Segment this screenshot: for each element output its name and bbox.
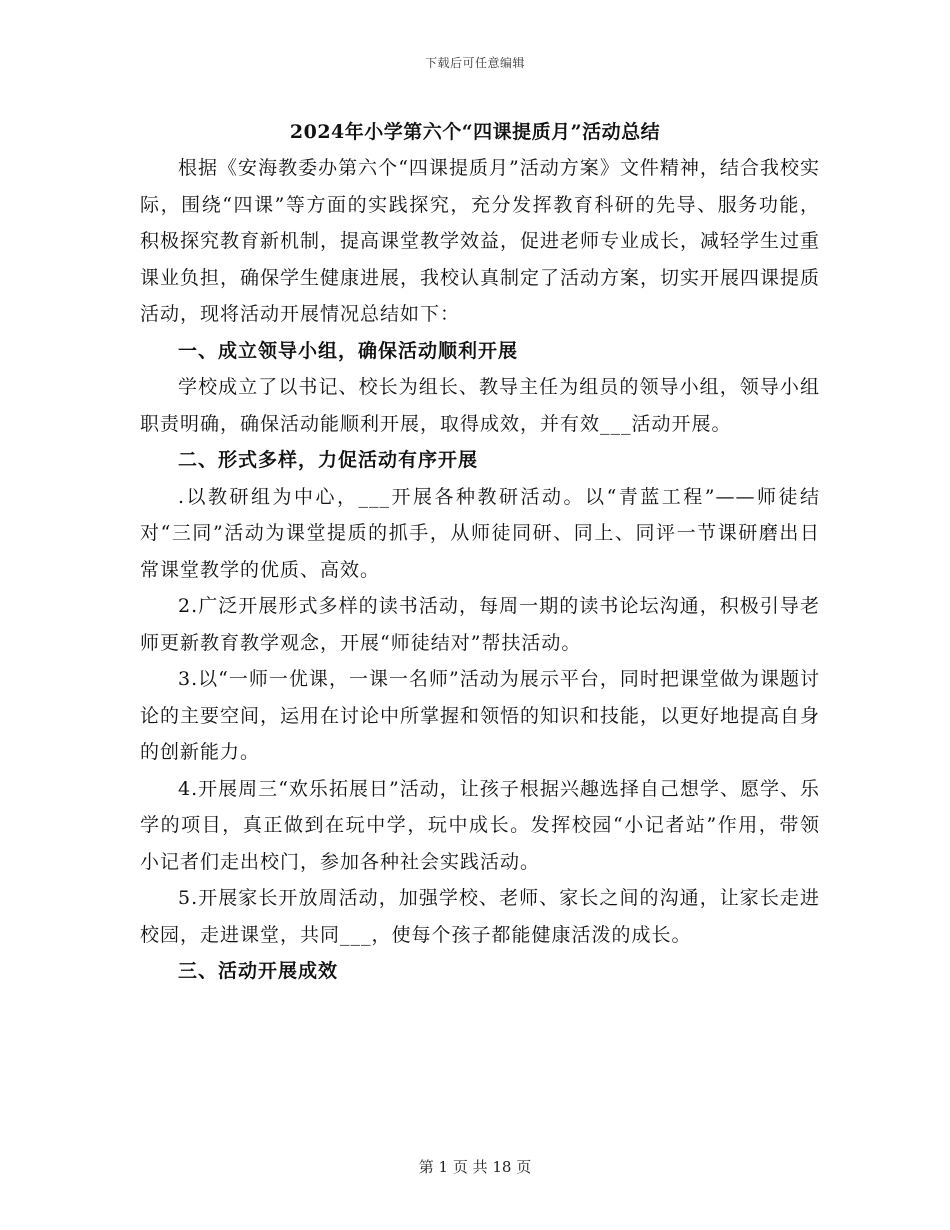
document-body: [140, 150, 820, 990]
section-2-paragraph-1: .以教研组为中心，___开展各种教研活动。以“青蓝工程”——师徒结对“三同”活动为课堂提质的抓手，从师徒同研、同上、同评一节课研磨出日常课堂教学的优质、高效。: [140, 485, 820, 581]
section-heading-2: 二、形式多样，力促活动有序开展: [178, 449, 479, 471]
page-header-note: 下载后可任意编辑: [424, 56, 525, 70]
section-2-paragraph-3: 3.以“一师一优课，一课一名师”活动为展示平台，同时把课堂做为课题讨论的主要空间，运用在讨论中所掌握和领悟的知识和技能，以更好地提高自身的创新能力。: [140, 668, 821, 763]
section-2-paragraph-4: 4.开展周三“欢乐拓展日”活动，让孩子根据兴趣选择自己想学、愿学、乐学的项目，真正做到在玩中学，玩中成长。发挥校园“小记者站”作用，带领小记者们走出校门，参加各种社会实践活动。: [140, 777, 820, 873]
section-2-paragraph-5: 5.开展家长开放周活动，加强学校、老师、家长之间的沟通，让家长走进校园，走进课堂，共同___，使每个孩子都能健康活泼的成长。: [140, 887, 820, 946]
document-title: 2024年小学第六个“四课提质月”活动总结: [289, 121, 661, 143]
section-heading-1: 一、成立领导小组，确保活动顺利开展: [178, 339, 519, 362]
page-number: 第 1 页 共 18 页: [418, 1158, 532, 1176]
intro-paragraph: 根据《安海教委办第六个“四课提质月”活动方案》文件精神，结合我校实际，围绕“四课”等方面的实践探究，充分发挥教育科研的先导、服务功能，积极探究教育新机制，提高课堂教学效益，促进老师专业成长，减轻学生过重课业负担，确保学生健康进展，我校认真制定了活动方案，切实开展四课提质活动，现将活动开展情况总结如下：: [140, 157, 821, 325]
section-heading-3: 三、活动开展成效: [178, 960, 339, 982]
section-2-paragraph-2: 2.广泛开展形式多样的读书活动，每周一期的读书论坛沟通，积极引导老师更新教育教学观念，开展“师徒结对”帮扶活动。: [140, 595, 820, 654]
section-1-paragraph: 学校成立了以书记、校长为组长、教导主任为组员的领导小组，领导小组职责明确，确保活动能顺利开展，取得成效，并有效___活动开展。: [140, 376, 820, 435]
